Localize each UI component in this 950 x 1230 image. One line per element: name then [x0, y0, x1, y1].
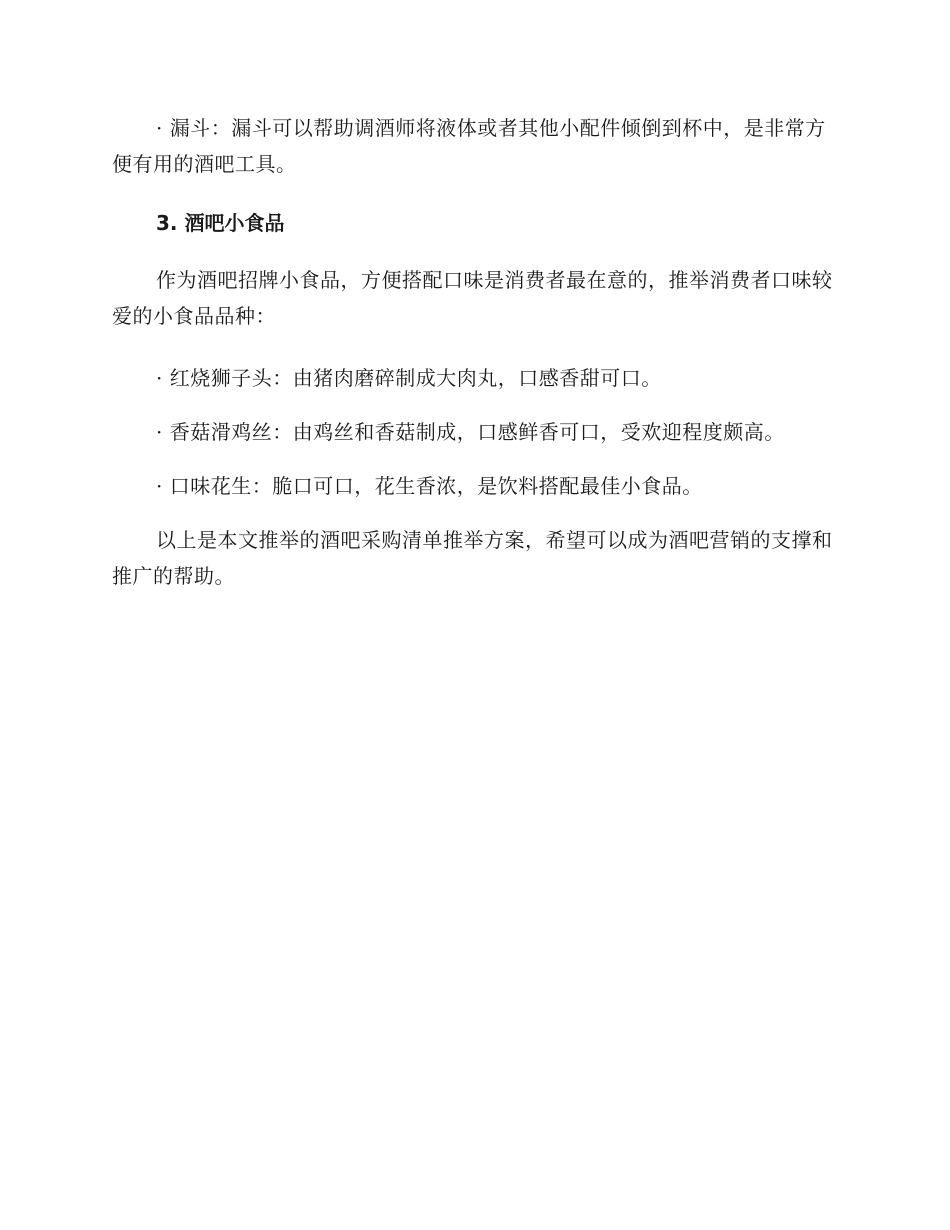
- section-heading-snacks: 3. 酒吧小食品: [156, 211, 285, 235]
- list-item-peanuts: · 口味花生：脆口可口，花生香浓，是饮料搭配最佳小食品。: [156, 474, 703, 498]
- paragraph-funnel: · 漏斗：漏斗可以帮助调酒师将液体或者其他小配件倾倒到杯中，是非常方便有用的酒吧工具。: [112, 116, 826, 176]
- list-item-braised-meatball: · 红烧狮子头：由猪肉磨碎制成大肉丸，口感香甜可口。: [156, 366, 662, 390]
- list-item-mushroom-chicken: · 香菇滑鸡丝：由鸡丝和香菇制成，口感鲜香可口，受欢迎程度颇高。: [156, 420, 785, 444]
- paragraph-snacks-intro: 作为酒吧招牌小食品，方便搭配口味是消费者最在意的，推举消费者口味较爱的小食品品种：: [112, 268, 833, 328]
- paragraph-conclusion: 以上是本文推举的酒吧采购清单推举方案，希望可以成为酒吧营销的支撑和推广的帮助。: [112, 528, 833, 588]
